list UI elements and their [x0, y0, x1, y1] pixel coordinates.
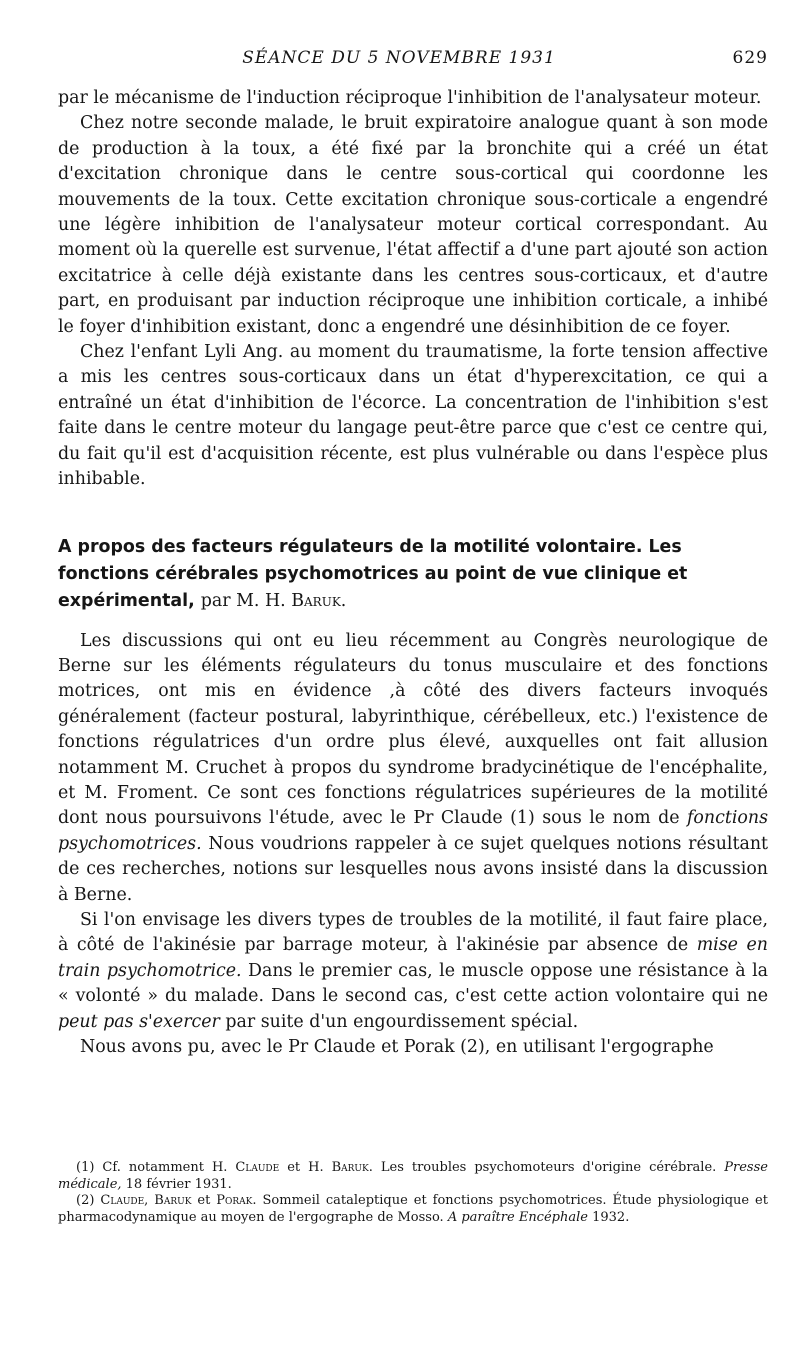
- footnote-text: 18 février 1931.: [125, 1176, 232, 1192]
- page-body: [58, 86, 768, 1060]
- footnote: [58, 1160, 768, 1193]
- footnote-text: et: [197, 1193, 211, 1208]
- footnote-text: (1) Cf. notamment: [76, 1160, 204, 1175]
- running-title: SÉANCE DU 5 NOVEMBRE 1931: [242, 48, 556, 68]
- paragraph: [58, 908, 768, 1035]
- paragraph-text: Dans le premier cas, le muscle oppose une résistance à la « volonté » du malade. Dans le second cas, c'est cette action volontaire qui ne: [58, 960, 768, 1007]
- footnote: [58, 1193, 768, 1226]
- emphasis: fonctions psychomotrices.: [58, 808, 768, 854]
- paragraph: [58, 629, 768, 908]
- running-header: [60, 48, 768, 68]
- footnote-author: H. Claude: [211, 1160, 280, 1175]
- footnote-text: et: [287, 1160, 301, 1175]
- emphasis: mise en train psychomotrice.: [58, 935, 768, 981]
- author-name: Baruk.: [291, 590, 347, 611]
- footnote-author: Claude, Baruk: [100, 1193, 192, 1208]
- footnote-author: Porak.: [216, 1193, 257, 1208]
- footnote-journal: Presse médicale,: [58, 1160, 768, 1192]
- paragraph: par le mécanisme de l'induction réciproque l'inhibition de l'analysateur moteur.: [58, 88, 762, 108]
- paragraph-text: Les discussions qui ont eu lieu récemment au Congrès neurologique de Berne sur les éléments régulateurs du tonus musculaire et des fonctions motrices, ont mis en évidence ,à côté des divers facteurs invoqués généralement (facteur postural, labyrinthique, cérébelleux, etc.) l'existence de fonctions régulatrices d'un ordre plus élevé, auxquelles ont fait allusion notamment M. Cruchet à propos du syndrome bradycinétique de l'encéphalite, et M. Froment. Ce sont ces fonctions régulatrices supérieures de la motilité dont nous poursuivons l'étude, avec le Pr Claude (1) sous le nom de: [58, 630, 768, 829]
- footnote-journal: A paraître Encéphale: [447, 1209, 588, 1225]
- paragraph-text: Si l'on envisage les divers types de troubles de la motilité, il faut faire place, à côté de l'akinésie par barrage moteur, à l'akinésie par absence de: [58, 909, 768, 956]
- emphasis: peut pas s'exercer: [58, 1011, 220, 1032]
- footnotes: [58, 1160, 768, 1226]
- paragraph: Chez notre seconde malade, le bruit expiratoire analogue quant à son mode de production à la toux, a été fixé par la bronchite qui a créé un état d'excitation chronique dans le centre sous-cortical qui coordonne les mouvements de la toux. Cette excitation chronique sous-corticale a engendré une légère inhibition de l'analysateur moteur cortical correspondant. Au moment où la querelle est survenue, l'état affectif a d'une part ajouté son action excitatrice à celle déjà existante dans les centres sous-corticaux, et d'autre part, en produisant par induction réciproque une inhibition corticale, a inhibé le foyer d'inhibition existant, donc a engendré une désinhibition de ce foyer.: [58, 113, 768, 337]
- paragraph-text: Nous voudrions rappeler à ce sujet quelques notions résultant de ces recherches, notions sur lesquelles nous avons insisté dans la discussion à Berne.: [58, 833, 769, 905]
- footnote-text: (2): [76, 1193, 95, 1208]
- byline-prefix: par M. H.: [200, 590, 286, 611]
- footnote-text: Sommeil cataleptique et fonctions psychomotrices. Étude physiologique et pharmacodynamique au moyen de l'ergographe de Mosso.: [58, 1193, 768, 1225]
- paragraph: Chez l'enfant Lyli Ang. au moment du traumatisme, la forte tension affective a mis les centres sous-corticaux dans un état d'hyperexcitation, ce qui a entraîné un état d'inhibition de l'écorce. La concentration de l'inhibition s'est faite dans le centre moteur du langage peut-être parce que c'est ce centre qui, du fait qu'il est d'acquisition récente, est plus vulnérable ou dans l'espèce plus inhibable.: [58, 342, 768, 490]
- article-title: [58, 534, 768, 615]
- paragraph-text: par suite d'un engourdissement spécial.: [225, 1011, 579, 1032]
- paragraph: Nous avons pu, avec le Pr Claude et Porak (2), en utilisant l'ergographe: [80, 1037, 714, 1057]
- article-title-text: A propos des facteurs régulateurs de la motilité volontaire. Les fonctions cérébrales psychomotrices au point de vue clinique et expérimental,: [58, 536, 688, 611]
- footnote-author: H. Baruk.: [308, 1160, 373, 1175]
- footnote-text: Les troubles psychomoteurs d'origine cérébrale.: [380, 1160, 717, 1175]
- footnote-text: 1932.: [592, 1209, 630, 1225]
- article-byline: [201, 591, 347, 611]
- page-number: 629: [732, 48, 768, 68]
